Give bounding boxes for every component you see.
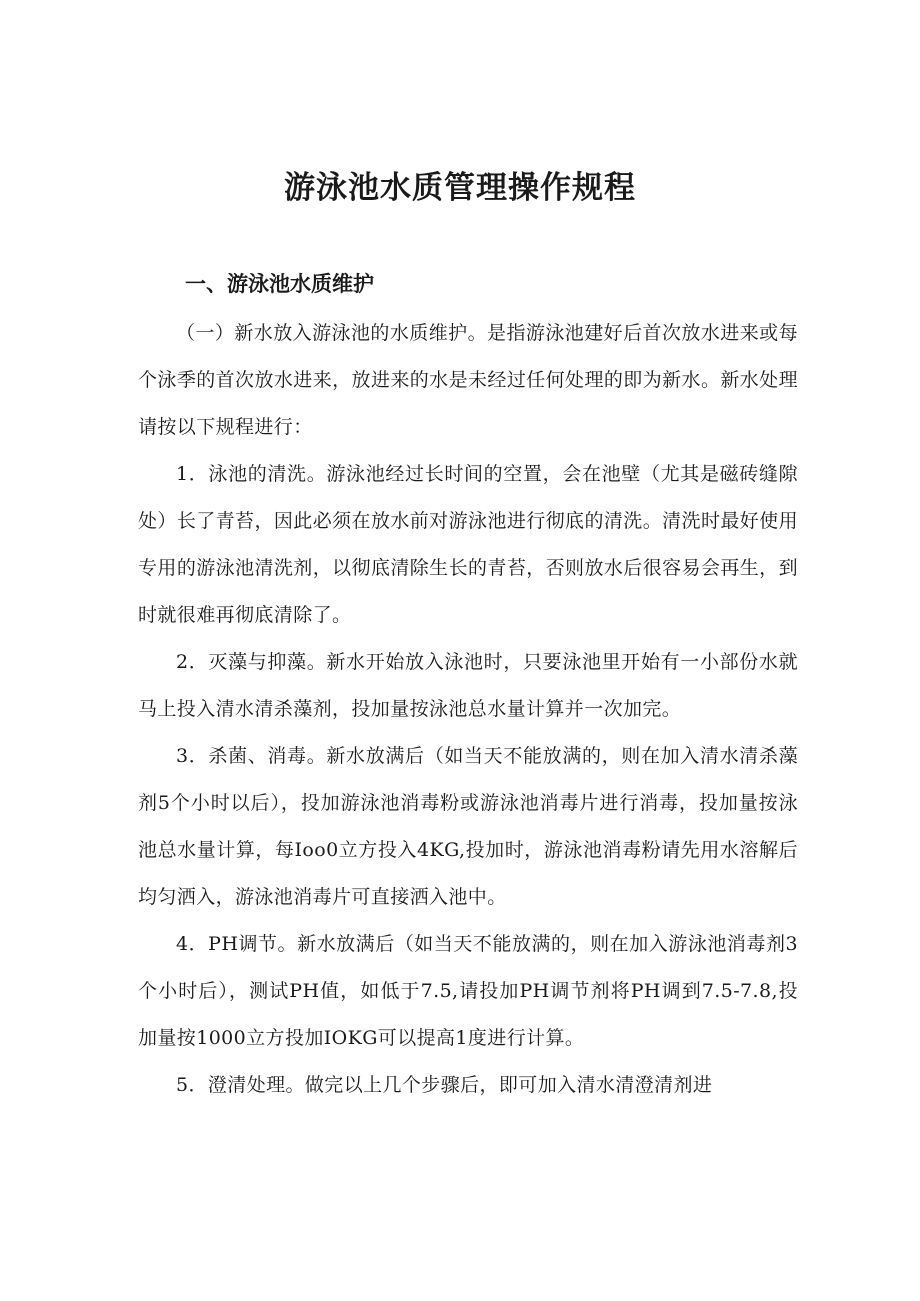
section-heading: 一、游泳池水质维护 [185,272,374,296]
document-title: 游泳池水质管理操作规程 [284,170,636,206]
paragraph-step-4: 4．PH调节。新水放满后（如当天不能放满的，则在加入游泳池消毒剂3个小时后），测试PH值，如低于7.5,请投加PH调节剂将PH调到7.5-7.8,投加量按1000立方投加IOKG可以提高1度进行计算。 [138,933,798,1049]
paragraph-step-3: 3．杀菌、消毒。新水放满后（如当天不能放满的，则在加入清水清杀藻剂5个小时以后），投加游泳池消毒粉或游泳池消毒片进行消毒，投加量按泳池总水量计算，每Ioo0立方投入4KG,投加时，游泳池消毒粉请先用水溶解后均匀洒入，游泳池消毒片可直接洒入池中。 [138,745,798,908]
paragraph-step-5: 5．澄清处理。做完以上几个步骤后，即可加入清水清澄清剂进 [176,1074,713,1096]
paragraph-intro: （一）新水放入游泳池的水质维护。是指游泳池建好后首次放水进来或每个泳季的首次放水进来，放进来的水是未经过任何处理的即为新水。新水处理请按以下规程进行： [138,322,798,438]
document-body [138,310,798,1109]
paragraph-step-1: 1．泳池的清洗。游泳池经过长时间的空置，会在池壁（尤其是磁砖缝隙处）长了青苔，因此必须在放水前对游泳池进行彻底的清洗。清洗时最好使用专用的游泳池清洗剂，以彻底清除生长的青苔，否则放水后很容易会再生，到时就很难再彻底清除了。 [138,463,798,626]
paragraph-step-2: 2．灭藻与抑藻。新水开始放入泳池时，只要泳池里开始有一小部份水就马上投入清水清杀藻剂，投加量按泳池总水量计算并一次加完。 [138,651,798,720]
